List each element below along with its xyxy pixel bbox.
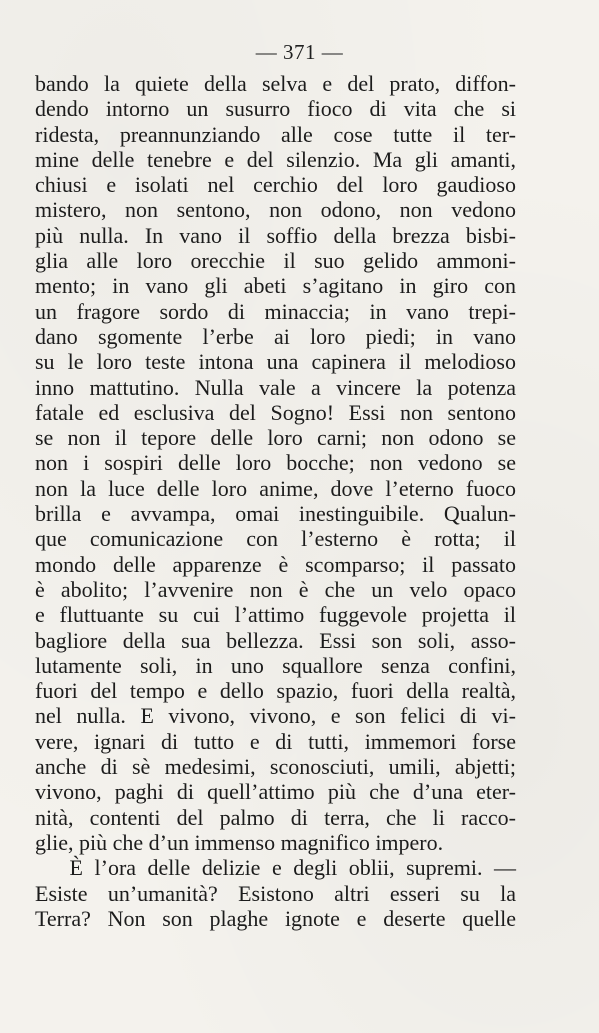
text-line: più nulla. In vano il soffio della brezza bisbi- [35, 222, 516, 248]
text-line: dano sgomente l’erbe ai loro piedi; in vano [35, 323, 516, 349]
text-line: è abolito; l’avvenire non è che un velo opaco [35, 576, 516, 602]
text-line: bando la quiete della selva e del prato, diffon- [35, 71, 516, 96]
text-line: brilla e avvampa, omai inestinguibile. Qualun- [35, 501, 516, 527]
text-line: mistero, non sentono, non odono, non vedono [35, 197, 516, 223]
body-text [35, 71, 516, 931]
text-line: glie, più che d’un immenso magnifico impero. [35, 829, 444, 855]
text-line: e fluttuante su cui l’attimo fuggevole projetta il [35, 602, 516, 628]
text-line: lutamente soli, in uno squallore senza confini, [35, 652, 516, 678]
text-line: mondo delle apparenze è scomparso; il passato [35, 551, 516, 577]
text-line: nità, contenti del palmo di terra, che li racco- [35, 804, 516, 830]
text-line: glia alle loro orecchie il suo gelido ammoni- [35, 248, 516, 274]
text-line: fuori del tempo e dello spazio, fuori della realtà, [35, 678, 516, 704]
text-line: nel nulla. E vivono, vivono, e son felici di vi- [35, 703, 516, 729]
text-line: que comunicazione con l’esterno è rotta; il [35, 526, 516, 552]
text-line: vivono, paghi di quell’attimo più che d’una eter- [35, 779, 516, 805]
text-line: dendo intorno un susurro fioco di vita che si [35, 96, 516, 122]
text-line: inno mattutino. Nulla vale a vincere la potenza [35, 374, 516, 400]
text-line: Terra? Non son plaghe ignote e deserte quelle [35, 905, 516, 931]
text-line: bagliore della sua bellezza. Essi son soli, asso- [35, 627, 516, 653]
text-line: un fragore sordo di minaccia; in vano trepi- [35, 298, 516, 324]
text-line: ridesta, preannunziando alle cose tutte il ter- [35, 121, 516, 147]
text-line: se non il tepore delle loro carni; non odono se [35, 425, 516, 451]
text-line: mine delle tenebre e del silenzio. Ma gli amanti, [35, 146, 516, 172]
text-line: non la luce delle loro anime, dove l’eterno fuoco [35, 475, 516, 501]
text-line: chiusi e isolati nel cerchio del loro gaudioso [35, 172, 516, 198]
text-line: vere, ignari di tutto e di tutti, immemori forse [35, 728, 516, 754]
text-line: non i sospiri delle loro bocche; non vedono se [35, 450, 516, 476]
text-line: È l’ora delle delizie e degli oblii, supremi. — [35, 855, 516, 881]
page-number: — 371 — [255, 40, 344, 64]
text-line: anche di sè medesimi, sconosciuti, umili, abjetti; [35, 754, 516, 780]
text-line: Esiste un’umanità? Esistono altri esseri su la [35, 880, 516, 906]
text-line: fatale ed esclusiva del Sogno! Essi non sentono [35, 399, 516, 425]
text-line: su le loro teste intona una capinera il melodioso [35, 349, 516, 375]
text-line: mento; in vano gli abeti s’agitano in giro con [35, 273, 516, 299]
